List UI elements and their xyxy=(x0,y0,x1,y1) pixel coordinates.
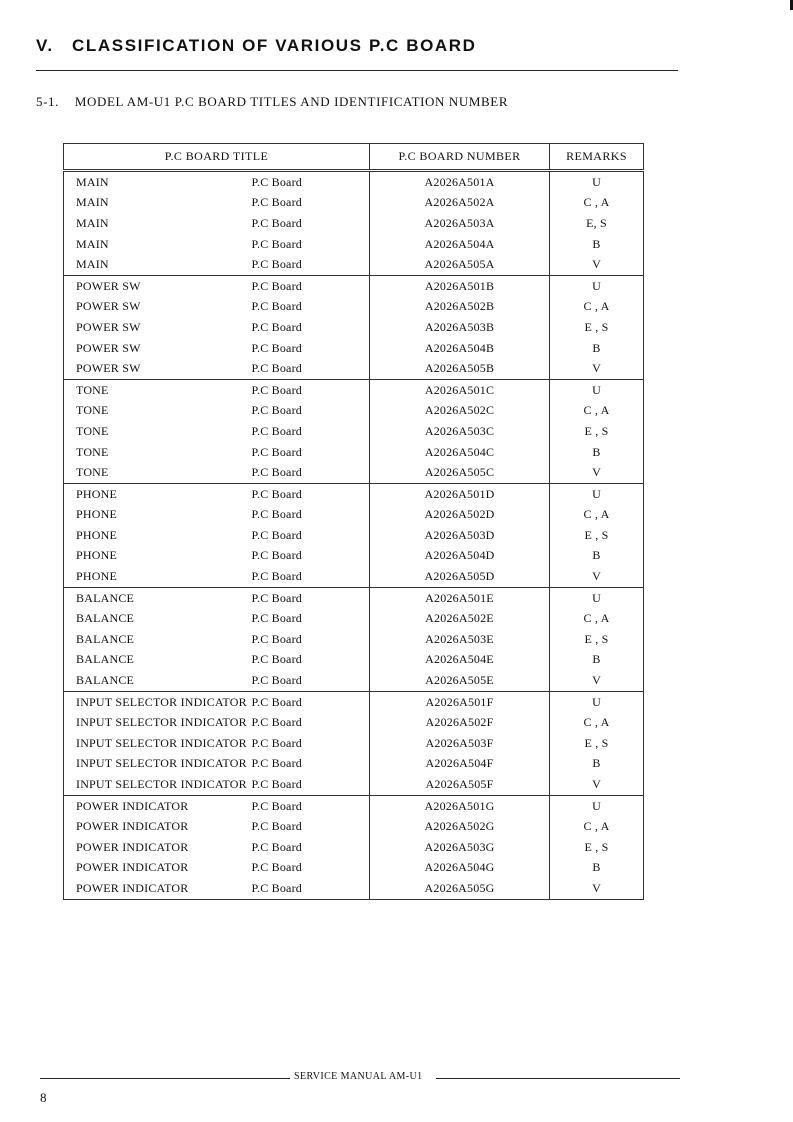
footer-rule-left xyxy=(40,1078,290,1079)
table-row xyxy=(64,401,644,422)
table-row xyxy=(64,234,644,255)
board-type-cell: P.C Board xyxy=(184,691,370,712)
board-title-cell: PHONE xyxy=(64,483,184,504)
board-title-cell: MAIN xyxy=(64,213,184,234)
board-type-cell: P.C Board xyxy=(184,505,370,526)
board-number-cell: A2026A501A xyxy=(370,171,550,193)
remarks-cell: V xyxy=(550,566,644,587)
board-number-cell: A2026A503D xyxy=(370,525,550,546)
board-type-cell: P.C Board xyxy=(184,546,370,567)
board-type-cell: P.C Board xyxy=(184,483,370,504)
remarks-cell: E , S xyxy=(550,525,644,546)
remarks-cell: E , S xyxy=(550,733,644,754)
remarks-cell: B xyxy=(550,442,644,463)
board-title-cell: BALANCE xyxy=(64,608,184,629)
board-number-cell: A2026A503F xyxy=(370,733,550,754)
board-type-cell: P.C Board xyxy=(184,234,370,255)
board-title-cell: TONE xyxy=(64,379,184,400)
board-type-cell: P.C Board xyxy=(184,774,370,795)
board-title-cell: PHONE xyxy=(64,546,184,567)
table-row xyxy=(64,754,644,775)
chapter-heading xyxy=(36,36,477,56)
footer-rule-right xyxy=(436,1078,680,1079)
remarks-cell: V xyxy=(550,254,644,275)
remarks-cell: B xyxy=(550,650,644,671)
heading-rule xyxy=(36,70,678,71)
board-number-cell: A2026A504A xyxy=(370,234,550,255)
table-row xyxy=(64,358,644,379)
board-title-cell: INPUT SELECTOR INDICATOR xyxy=(64,754,184,775)
remarks-cell: C , A xyxy=(550,608,644,629)
remarks-cell: U xyxy=(550,483,644,504)
table-row xyxy=(64,650,644,671)
board-title-cell: INPUT SELECTOR INDICATOR xyxy=(64,733,184,754)
board-type-cell: P.C Board xyxy=(184,254,370,275)
table-row xyxy=(64,691,644,712)
section-heading xyxy=(36,94,508,110)
table-row xyxy=(64,566,644,587)
remarks-cell: E , S xyxy=(550,317,644,338)
board-type-cell: P.C Board xyxy=(184,733,370,754)
table-row xyxy=(64,317,644,338)
board-title-cell: INPUT SELECTOR INDICATOR xyxy=(64,691,184,712)
board-type-cell: P.C Board xyxy=(184,837,370,858)
board-title-cell: MAIN xyxy=(64,193,184,214)
remarks-cell: V xyxy=(550,774,644,795)
board-number-cell: A2026A503C xyxy=(370,421,550,442)
pc-board-table xyxy=(63,143,644,900)
remarks-cell: V xyxy=(550,462,644,483)
board-title-cell: POWER SW xyxy=(64,317,184,338)
board-number-cell: A2026A504F xyxy=(370,754,550,775)
table-row xyxy=(64,774,644,795)
table-row xyxy=(64,546,644,567)
table-row xyxy=(64,193,644,214)
remarks-cell: C , A xyxy=(550,297,644,318)
table-row xyxy=(64,462,644,483)
board-type-cell: P.C Board xyxy=(184,401,370,422)
board-title-cell: TONE xyxy=(64,421,184,442)
board-type-cell: P.C Board xyxy=(184,629,370,650)
remarks-cell: B xyxy=(550,754,644,775)
board-title-cell: MAIN xyxy=(64,171,184,193)
board-type-cell: P.C Board xyxy=(184,213,370,234)
board-type-cell: P.C Board xyxy=(184,297,370,318)
board-title-cell: PHONE xyxy=(64,566,184,587)
board-number-cell: A2026A501B xyxy=(370,275,550,296)
board-number-cell: A2026A501E xyxy=(370,587,550,608)
board-number-cell: A2026A505B xyxy=(370,358,550,379)
board-title-cell: POWER INDICATOR xyxy=(64,816,184,837)
remarks-cell: V xyxy=(550,878,644,899)
header-remarks: REMARKS xyxy=(550,144,644,171)
remarks-cell: E , S xyxy=(550,837,644,858)
remarks-cell: B xyxy=(550,234,644,255)
board-type-cell: P.C Board xyxy=(184,816,370,837)
board-number-cell: A2026A505A xyxy=(370,254,550,275)
board-title-cell: POWER INDICATOR xyxy=(64,878,184,899)
board-title-cell: BALANCE xyxy=(64,650,184,671)
board-number-cell: A2026A502E xyxy=(370,608,550,629)
board-title-cell: BALANCE xyxy=(64,629,184,650)
board-type-cell: P.C Board xyxy=(184,358,370,379)
chapter-title: CLASSIFICATION OF VARIOUS P.C BOARD xyxy=(72,36,477,55)
board-type-cell: P.C Board xyxy=(184,421,370,442)
page-number: 8 xyxy=(40,1090,47,1105)
remarks-cell: B xyxy=(550,338,644,359)
table-row xyxy=(64,629,644,650)
board-title-cell: BALANCE xyxy=(64,670,184,691)
board-number-cell: A2026A503E xyxy=(370,629,550,650)
board-number-cell: A2026A504G xyxy=(370,858,550,879)
table-row xyxy=(64,608,644,629)
board-title-cell: TONE xyxy=(64,401,184,422)
board-type-cell: P.C Board xyxy=(184,754,370,775)
board-type-cell: P.C Board xyxy=(184,171,370,193)
table-row xyxy=(64,254,644,275)
table-row xyxy=(64,837,644,858)
board-number-cell: A2026A502G xyxy=(370,816,550,837)
board-number-cell: A2026A503G xyxy=(370,837,550,858)
table-row xyxy=(64,338,644,359)
board-number-cell: A2026A502D xyxy=(370,505,550,526)
table-row xyxy=(64,505,644,526)
board-title-cell: POWER SW xyxy=(64,358,184,379)
board-number-cell: A2026A501D xyxy=(370,483,550,504)
table-row xyxy=(64,483,644,504)
remarks-cell: C , A xyxy=(550,193,644,214)
board-title-cell: POWER SW xyxy=(64,338,184,359)
board-type-cell: P.C Board xyxy=(184,795,370,816)
table-row xyxy=(64,421,644,442)
remarks-cell: E , S xyxy=(550,421,644,442)
board-type-cell: P.C Board xyxy=(184,317,370,338)
board-type-cell: P.C Board xyxy=(184,442,370,463)
board-title-cell: PHONE xyxy=(64,525,184,546)
remarks-cell: U xyxy=(550,795,644,816)
remarks-cell: V xyxy=(550,358,644,379)
board-number-cell: A2026A505C xyxy=(370,462,550,483)
board-type-cell: P.C Board xyxy=(184,878,370,899)
board-number-cell: A2026A502B xyxy=(370,297,550,318)
board-number-cell: A2026A504C xyxy=(370,442,550,463)
remarks-cell: B xyxy=(550,546,644,567)
remarks-cell: C , A xyxy=(550,401,644,422)
board-number-cell: A2026A504D xyxy=(370,546,550,567)
table-header-row xyxy=(64,144,644,171)
board-type-cell: P.C Board xyxy=(184,858,370,879)
table-row xyxy=(64,795,644,816)
board-title-cell: POWER INDICATOR xyxy=(64,795,184,816)
board-title-cell: PHONE xyxy=(64,505,184,526)
table-row xyxy=(64,275,644,296)
board-type-cell: P.C Board xyxy=(184,587,370,608)
footer-title: SERVICE MANUAL AM-U1 xyxy=(294,1071,423,1082)
header-board-number: P.C BOARD NUMBER xyxy=(370,144,550,171)
table-row xyxy=(64,171,644,193)
board-title-cell: INPUT SELECTOR INDICATOR xyxy=(64,774,184,795)
board-type-cell: P.C Board xyxy=(184,670,370,691)
table-row xyxy=(64,587,644,608)
table-row xyxy=(64,297,644,318)
board-number-cell: A2026A505G xyxy=(370,878,550,899)
remarks-cell: E, S xyxy=(550,213,644,234)
board-number-cell: A2026A504E xyxy=(370,650,550,671)
board-number-cell: A2026A502A xyxy=(370,193,550,214)
board-title-cell: INPUT SELECTOR INDICATOR xyxy=(64,712,184,733)
board-title-cell: MAIN xyxy=(64,234,184,255)
remarks-cell: U xyxy=(550,171,644,193)
table-body xyxy=(64,171,644,900)
board-title-cell: MAIN xyxy=(64,254,184,275)
remarks-cell: B xyxy=(550,858,644,879)
remarks-cell: V xyxy=(550,670,644,691)
table-row xyxy=(64,878,644,899)
board-number-cell: A2026A501C xyxy=(370,379,550,400)
remarks-cell: U xyxy=(550,691,644,712)
section-title: MODEL AM-U1 P.C BOARD TITLES AND IDENTIFICATION NUMBER xyxy=(74,94,509,109)
remarks-cell: C , A xyxy=(550,712,644,733)
remarks-cell: C , A xyxy=(550,816,644,837)
chapter-number: V. xyxy=(36,36,54,55)
board-type-cell: P.C Board xyxy=(184,379,370,400)
table-row xyxy=(64,525,644,546)
board-title-cell: POWER INDICATOR xyxy=(64,837,184,858)
board-type-cell: P.C Board xyxy=(184,525,370,546)
board-title-cell: TONE xyxy=(64,462,184,483)
table-row xyxy=(64,712,644,733)
remarks-cell: E , S xyxy=(550,629,644,650)
board-title-cell: POWER SW xyxy=(64,275,184,296)
board-number-cell: A2026A503A xyxy=(370,213,550,234)
table-row xyxy=(64,733,644,754)
board-title-cell: POWER INDICATOR xyxy=(64,858,184,879)
board-title-cell: TONE xyxy=(64,442,184,463)
board-type-cell: P.C Board xyxy=(184,338,370,359)
table-row xyxy=(64,442,644,463)
board-number-cell: A2026A502C xyxy=(370,401,550,422)
board-type-cell: P.C Board xyxy=(184,650,370,671)
table-row xyxy=(64,379,644,400)
board-type-cell: P.C Board xyxy=(184,462,370,483)
remarks-cell: U xyxy=(550,275,644,296)
board-type-cell: P.C Board xyxy=(184,608,370,629)
table-row xyxy=(64,213,644,234)
remarks-cell: U xyxy=(550,379,644,400)
board-title-cell: POWER SW xyxy=(64,297,184,318)
table-row xyxy=(64,816,644,837)
board-title-cell: BALANCE xyxy=(64,587,184,608)
section-number: 5-1. xyxy=(36,94,59,109)
board-type-cell: P.C Board xyxy=(184,193,370,214)
table-row xyxy=(64,670,644,691)
board-number-cell: A2026A504B xyxy=(370,338,550,359)
board-number-cell: A2026A501F xyxy=(370,691,550,712)
board-number-cell: A2026A501G xyxy=(370,795,550,816)
table-row xyxy=(64,858,644,879)
board-type-cell: P.C Board xyxy=(184,712,370,733)
board-number-cell: A2026A502F xyxy=(370,712,550,733)
board-number-cell: A2026A503B xyxy=(370,317,550,338)
board-type-cell: P.C Board xyxy=(184,566,370,587)
board-number-cell: A2026A505F xyxy=(370,774,550,795)
board-number-cell: A2026A505E xyxy=(370,670,550,691)
remarks-cell: C , A xyxy=(550,505,644,526)
board-type-cell: P.C Board xyxy=(184,275,370,296)
board-number-cell: A2026A505D xyxy=(370,566,550,587)
remarks-cell: U xyxy=(550,587,644,608)
header-board-title: P.C BOARD TITLE xyxy=(64,144,370,171)
